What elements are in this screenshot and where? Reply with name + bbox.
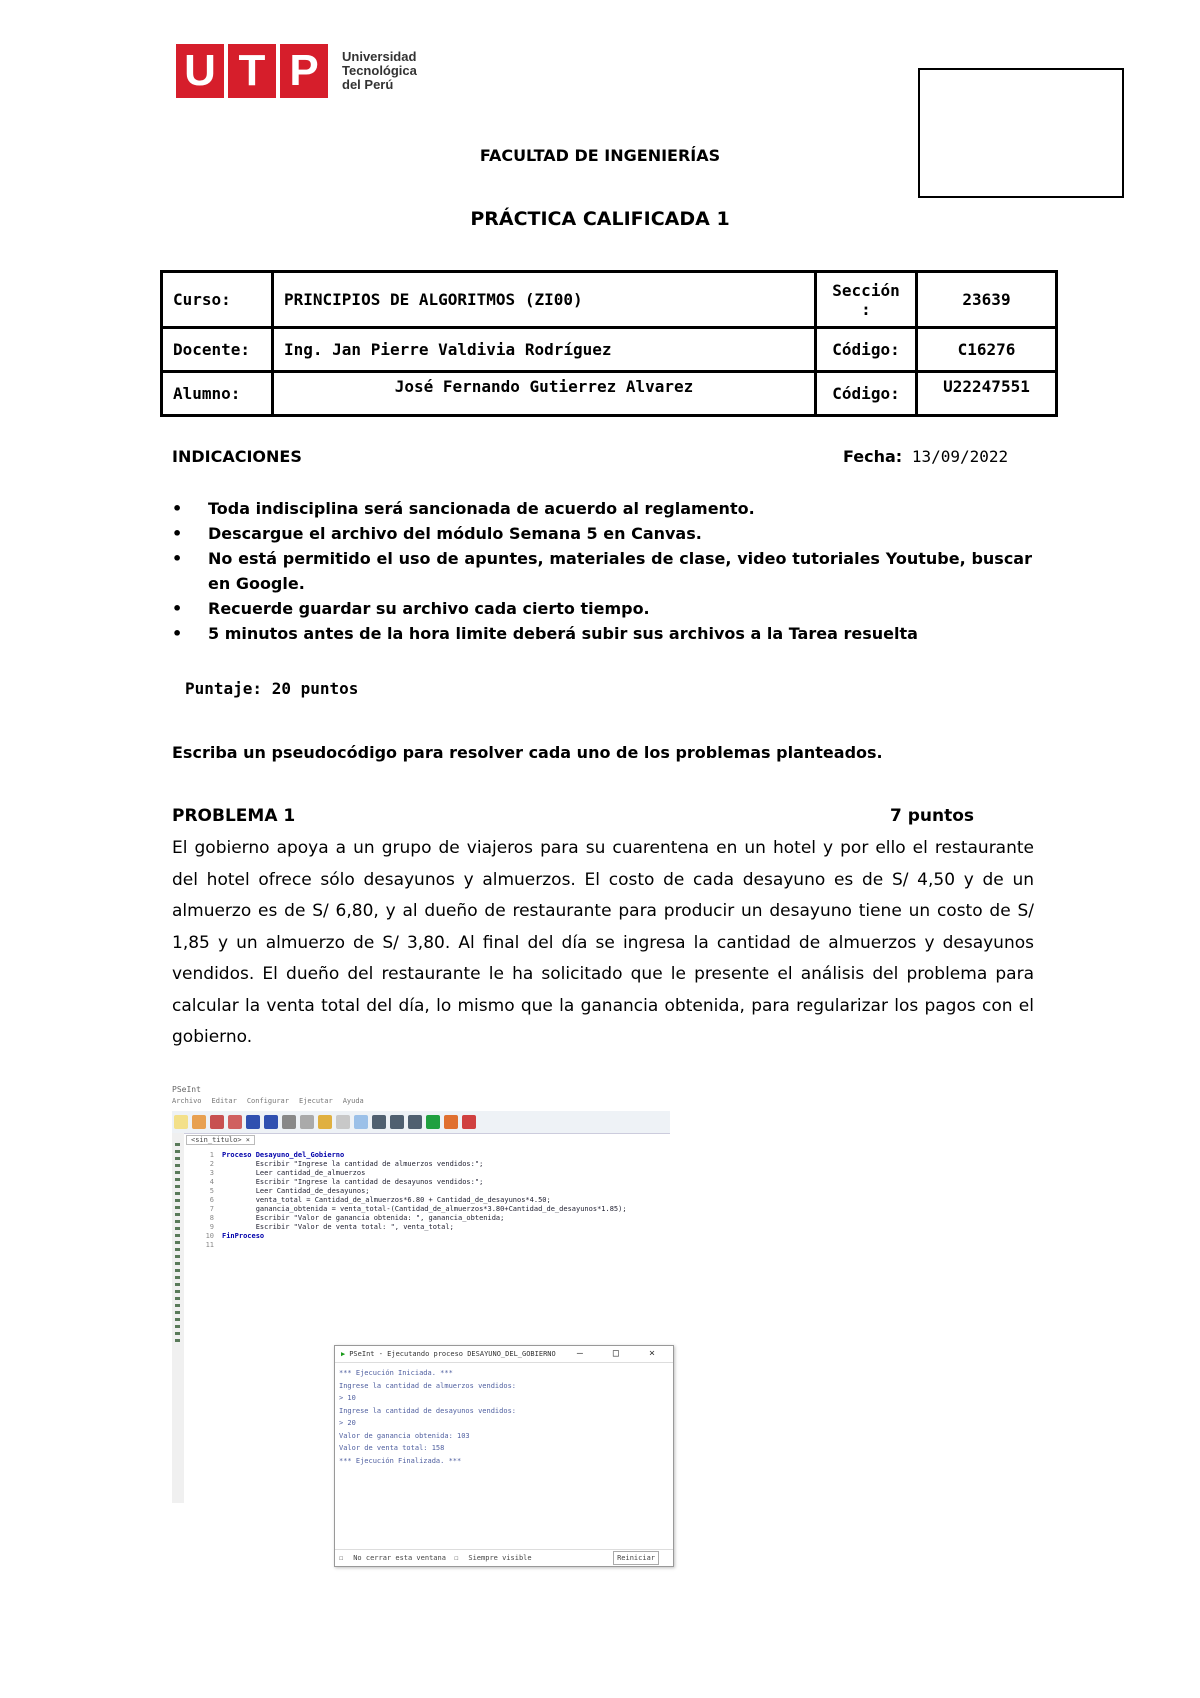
paste-icon (318, 1115, 332, 1129)
code-line: 9 Escribir "Valor de venta total: ", venta_total; (209, 1223, 454, 1231)
list-item: • No está permitido el uso de apuntes, materiales de clase, video tutoriales Youtube, buscar en Google. (172, 549, 1032, 593)
pseint-screenshot (172, 1085, 668, 1562)
logo-line-3: del Perú (342, 77, 394, 92)
problem-1-points: 7 puntos (890, 806, 975, 826)
practice-title: PRÁCTICA CALIFICADA 1 (470, 208, 730, 230)
play-icon: ▶ (341, 1350, 346, 1358)
list-item: • Recuerde guardar su archivo cada cierto tiempo. (172, 599, 650, 618)
code-line: 7 ganancia_obtenida = venta_total-(Cantidad_de_almuerzos*3.80+Cantidad_de_desayunos*1.85); (209, 1205, 627, 1213)
fecha-value: 13/09/2022 (902, 447, 1009, 466)
logo-letter-p: P (289, 46, 319, 95)
copy-icon (300, 1115, 314, 1129)
logo-line-2: Tecnológica (342, 63, 417, 78)
console-titlebar (335, 1346, 673, 1363)
find-icon (354, 1115, 368, 1129)
docente-label: Docente: (162, 328, 273, 372)
step-icon (444, 1115, 458, 1129)
flow-icon (408, 1115, 422, 1129)
menu-item: Archivo (172, 1097, 202, 1105)
logo-text (342, 50, 417, 92)
restart-button: Reiniciar (613, 1551, 659, 1565)
code-line: 8 Escribir "Valor de ganancia obtenida: ", ganancia_obtenida; (209, 1214, 505, 1222)
window-controls: – □ × (576, 1348, 667, 1359)
code-line: 1 Proceso Desayuno_del_Gobierno (209, 1151, 345, 1159)
seccion-value: 23639 (917, 272, 1057, 328)
seccion-colon: : (861, 299, 871, 319)
seccion-label: Sección (832, 280, 900, 300)
code-editor (186, 1147, 667, 1562)
curso-label: Curso: (162, 272, 273, 328)
code-line: 4 Escribir "Ingrese la cantidad de desayunos vendidos:"; (209, 1178, 484, 1186)
logo-letter-u: U (184, 46, 216, 95)
rules-list (170, 496, 1032, 646)
shot-menubar (172, 1097, 668, 1109)
shot-toolbar (172, 1111, 670, 1134)
help-icon (462, 1115, 476, 1129)
console-check-2: Siempre visible (468, 1554, 532, 1562)
fecha-label: Fecha: (843, 447, 903, 466)
fecha (843, 447, 1008, 466)
undo-icon (246, 1115, 260, 1129)
alumno-value: José Fernando Gutierrez Alvarez (273, 372, 816, 416)
code-line: 10 FinProceso (205, 1232, 265, 1240)
search-icon (336, 1115, 350, 1129)
code-line: 6 venta_total = Cantidad_de_almuerzos*6.80 + Cantidad_de_desayunos*4.50; (209, 1196, 551, 1204)
alumno-label: Alumno: (162, 372, 273, 416)
curso-value: PRINCIPIOS DE ALGORITMOS (ZI00) (273, 272, 816, 328)
info-table (160, 270, 1058, 417)
table-row (162, 328, 1057, 372)
console-output: *** Ejecución Iniciada. *** Ingrese la cantidad de almuerzos vendidos: > 10 Ingrese la cantidad de desayunos vendidos: > 20 Valor de ganancia obtenida: 103 Valor de venta total: 158 *** Ejecución Finalizada. *** (339, 1369, 517, 1465)
logo-mark (176, 44, 328, 98)
codigo-alumno-value: U22247551 (917, 372, 1057, 416)
console-title: PSeInt - Ejecutando proceso DESAYUNO_DEL_GOBIERNO (349, 1350, 556, 1358)
indent-icon (372, 1115, 386, 1129)
new-file-icon (174, 1115, 188, 1129)
console-window (334, 1345, 674, 1567)
code-line: 11 (205, 1241, 214, 1249)
logo-letter-t: T (238, 46, 266, 95)
format-icon (390, 1115, 404, 1129)
grade-box (918, 68, 1124, 198)
run-icon (426, 1115, 440, 1129)
indicaciones-heading: INDICACIONES (172, 447, 302, 466)
open-folder-icon (192, 1115, 206, 1129)
menu-item: Editar (211, 1097, 237, 1105)
instruction: Escriba un pseudocódigo para resolver cada uno de los problemas planteados. (172, 743, 883, 762)
menu-item: Ayuda (342, 1097, 364, 1105)
problem-1-body: El gobierno apoya a un grupo de viajeros para su cuarentena en un hotel y por ello el restaurante del hotel ofrece sólo desayunos y almuerzos. El costo de cada desayuno es de S/ 4,50 y de un almuerzo es de S/ 6,80, y al dueño de restaurante para producir un desayuno tiene un costo de S/ 1,85 y un almuerzo de S/ 3,80. Al final del día se ingresa la cantidad de almuerzos y desayunos vendidos. El dueño del restaurante le ha solicitado que le presente el análisis del problema para calcular la venta total del día, lo mismo que la ganancia obtenida, para regularizar los pagos con el gobierno. (172, 838, 1034, 1047)
list-item: • Descargue el archivo del módulo Semana 5 en Canvas. (172, 524, 702, 543)
checkbox-icon: ☐ (339, 1554, 344, 1562)
menu-item: Ejecutar (298, 1097, 333, 1105)
docente-value: Ing. Jan Pierre Valdivia Rodríguez (273, 328, 816, 372)
utp-logo (176, 44, 417, 98)
list-item: • 5 minutos antes de la hora limite deberá subir sus archivos a la Tarea resuelta (172, 624, 918, 643)
menu-item: Configurar (246, 1097, 289, 1105)
save-icon (210, 1115, 224, 1129)
console-footer (335, 1549, 673, 1566)
code-line: 3 Leer cantidad_de_almuerzos (209, 1169, 366, 1177)
table-row (162, 372, 1057, 416)
seccion-label-cell (816, 272, 917, 328)
code-line: 2 Escribir "Ingrese la cantidad de almuerzos vendidos:"; (209, 1160, 484, 1168)
checkbox-icon: ☐ (454, 1554, 459, 1562)
puntaje: Puntaje: 20 puntos (185, 679, 359, 698)
table-row (162, 272, 1057, 328)
shot-window-title: PSeInt (172, 1085, 201, 1094)
cut-icon (282, 1115, 296, 1129)
codigo-alumno-label: Código: (816, 372, 917, 416)
redo-icon (264, 1115, 278, 1129)
save-as-icon (228, 1115, 242, 1129)
editor-tab: <sin_titulo> × (186, 1135, 255, 1145)
code-line: 5 Leer Cantidad_de_desayunos; (209, 1187, 370, 1195)
console-check-1: No cerrar esta ventana (353, 1554, 446, 1562)
faculty-heading: FACULTAD DE INGENIERÍAS (479, 146, 721, 165)
codigo-docente-label: Código: (816, 328, 917, 372)
logo-line-1: Universidad (342, 49, 417, 64)
problem-1-title: PROBLEMA 1 (172, 806, 296, 826)
shot-side-panel (172, 1133, 184, 1503)
codigo-docente-value: C16276 (917, 328, 1057, 372)
list-item: • Toda indisciplina será sancionada de acuerdo al reglamento. (172, 499, 755, 518)
